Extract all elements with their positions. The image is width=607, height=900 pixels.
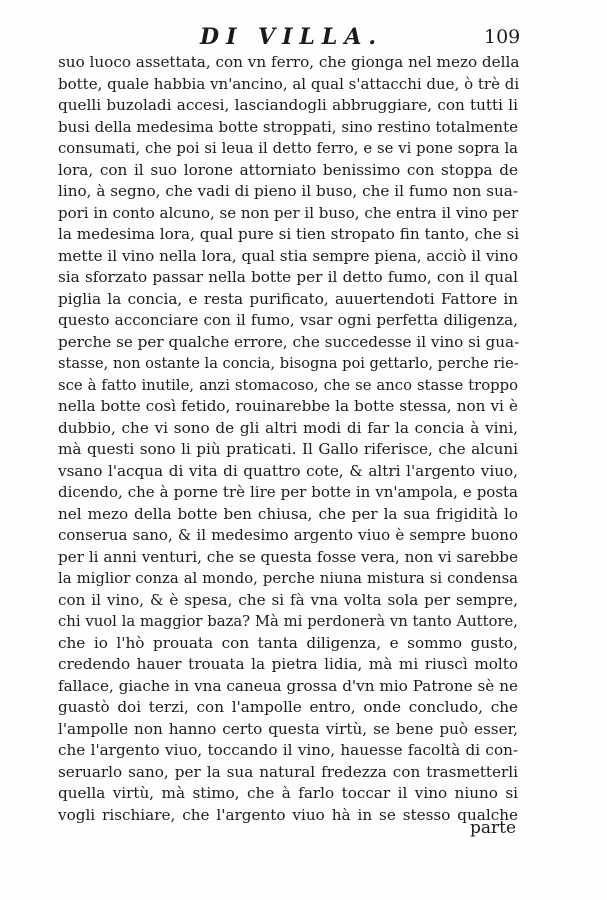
text-line: la medesima lora, qual pure si tien stropato fin tanto, che si (58, 225, 520, 243)
text-line: lino, à segno, che vadi di pieno il buso, che il fumo non sua- (58, 182, 518, 200)
text-line: dubbio, che vi sono de gli altri modi di far la concia à vini, (58, 418, 518, 437)
text-line: vogli rischiare, che l'argento viuo hà in se stesso qualche (58, 805, 518, 824)
text-line: mette il vino nella lora, qual stia sempre piena, acciò il vino (58, 246, 519, 265)
text-line: seruarlo sano, per la sua natural fredezza con trasmetterli (58, 762, 518, 781)
text-line: pori in conto alcuno, se non per il buso, che entra il vino per (58, 203, 519, 222)
text-line: botte, quale habbia vn'ancino, al qual s'attacchi due, ò trè di (58, 74, 520, 93)
text-line: stasse, non ostante la concia, bisogna poi gettarlo, perche rie- (58, 355, 519, 372)
text-line: conserua sano, & il medesimo argento viuo è sempre buono (58, 526, 518, 544)
text-line: nella botte così fetido, rouinarebbe la botte stessa, non vi è (58, 397, 518, 415)
text-line: per li anni venturi, che se questa fosse vera, non vi sarebbe (58, 547, 518, 566)
text-line: mà questi sono li più praticati. Il Gallo riferisce, che alcuni (58, 440, 518, 458)
text-line: dicendo, che à porne trè lire per botte in vn'ampola, e posta (58, 483, 518, 501)
text-line: perche se per qualche errore, che succedesse il vino si gua- (58, 332, 520, 351)
running-title: DI VILLA. (200, 24, 384, 50)
text-line: quella virtù, mà stimo, che à farlo toccar il vino niuno si (58, 784, 518, 802)
text-line: lora, con il suo lorone attorniato benissimo con stoppa de (58, 160, 518, 179)
page-number: 109 (484, 26, 521, 48)
text-line: busi della medesima botte stroppati, sino restino totalmente (58, 117, 518, 136)
body-text (58, 52, 518, 826)
text-line: suo luoco assettata, con vn ferro, che gionga nel mezo della (58, 53, 520, 71)
text-line: questo acconciare con il fumo, vsar ogni perfetta diligenza, (58, 311, 518, 329)
text-line: fallace, giache in vna caneua grossa d'vn mio Patrone sè ne (58, 676, 518, 695)
text-line: piglia la concia, e resta purificato, auuertendoti Fattore in (58, 289, 518, 308)
text-line: nel mezo della botte ben chiusa, che per la sua frigidità lo (58, 504, 518, 523)
text-line: che l'argento viuo, toccando il vino, hauesse facoltà di con- (58, 741, 518, 759)
text-line: l'ampolle non hanno certo questa virtù, se bene può esser, (58, 719, 518, 738)
text-line: credendo hauer trouata la pietra lidia, mà mi riuscì molto (58, 655, 518, 673)
text-line: che io l'hò prouata con tanta diligenza, e sommo gusto, (58, 633, 518, 652)
text-line: sia sforzato passar nella botte per il detto fumo, con il qual (58, 268, 518, 286)
text-line: sce à fatto inutile, anzi stomacoso, che se anco stasse troppo (58, 376, 518, 394)
text-line: consumati, che poi si leua il detto ferro, e se vi pone sopra la (58, 140, 518, 157)
catchword: parte (470, 818, 517, 838)
text-line: vsano l'acqua di vita di quattro cote, & altri l'argento viuo, (58, 461, 518, 480)
text-line: la miglior conza al mondo, perche niuna mistura si condensa (58, 570, 518, 587)
text-line: quelli buzoladi accesi, lasciandogli abbruggiare, con tutti li (58, 96, 518, 114)
running-head (0, 24, 607, 50)
text-line: guastò doi terzi, con l'ampolle entro, onde concludo, che (58, 698, 518, 716)
text-line: con il vino, & è spesa, che si fà vna volta sola per sempre, (58, 590, 518, 609)
text-line: chi vuol la maggior baza? Mà mi perdonerà vn tanto Auttore, (58, 613, 518, 630)
